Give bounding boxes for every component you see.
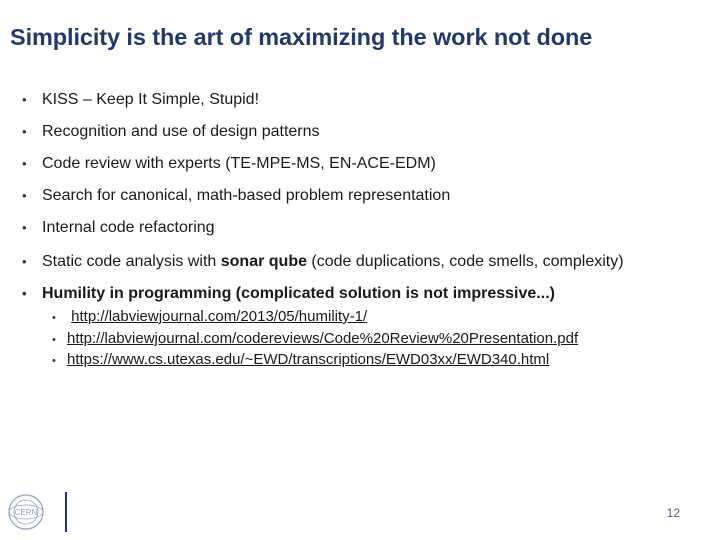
sub-bullet-link-humility[interactable] <box>52 307 367 328</box>
bullet-icon: • <box>22 188 27 203</box>
sonar-qube-text: sonar qube <box>220 253 307 270</box>
sub-bullet-link-code-review[interactable] <box>52 329 578 350</box>
slide-title: Simplicity is the art of maximizing the work not done <box>10 24 593 50</box>
sub-bullet-link-ewd340[interactable] <box>52 350 549 371</box>
bullet-icon: • <box>22 220 27 235</box>
bullet-item-refactoring: • Internal code refactoring <box>22 219 215 236</box>
link-code-review-pdf[interactable]: http://labviewjournal.com/codereviews/Code%20Review%20Presentation.pdf <box>67 330 579 347</box>
footer-divider <box>65 492 67 532</box>
bullet-item-kiss: • KISS – Keep It Simple, Stupid! <box>22 91 260 108</box>
sub-bullet-icon: • <box>52 334 56 346</box>
bullet-item-design-patterns: • Recognition and use of design patterns <box>22 123 320 140</box>
bullet-icon: • <box>22 286 27 301</box>
bullet-item-humility: • Humility in programming (complicated solution is not impressive...) <box>22 285 555 302</box>
bullet-icon: • <box>22 124 27 139</box>
bullet-item-code-review: • Code review with experts (TE-MPE-MS, EN-ACE-EDM) <box>22 155 436 172</box>
sub-bullet-icon: • <box>52 355 56 367</box>
page-number: 12 <box>666 506 680 520</box>
sub-bullet-icon: • <box>52 312 56 324</box>
bullet-item-static-analysis: • Static code analysis with sonar qube (code duplications, code smells, complexity) <box>22 253 624 270</box>
logo-text: CERN <box>14 508 38 517</box>
bullet-icon: • <box>22 254 27 269</box>
bullet-icon: • <box>22 92 27 107</box>
bullet-item-canonical-search: • Search for canonical, math-based problem representation <box>22 187 451 204</box>
bullet-icon: • <box>22 156 27 171</box>
cern-logo-icon <box>6 492 46 532</box>
link-humility[interactable]: http://labviewjournal.com/2013/05/humility-1/ <box>71 308 368 325</box>
link-ewd340[interactable]: https://www.cs.utexas.edu/~EWD/transcriptions/EWD03xx/EWD340.html <box>67 351 550 368</box>
